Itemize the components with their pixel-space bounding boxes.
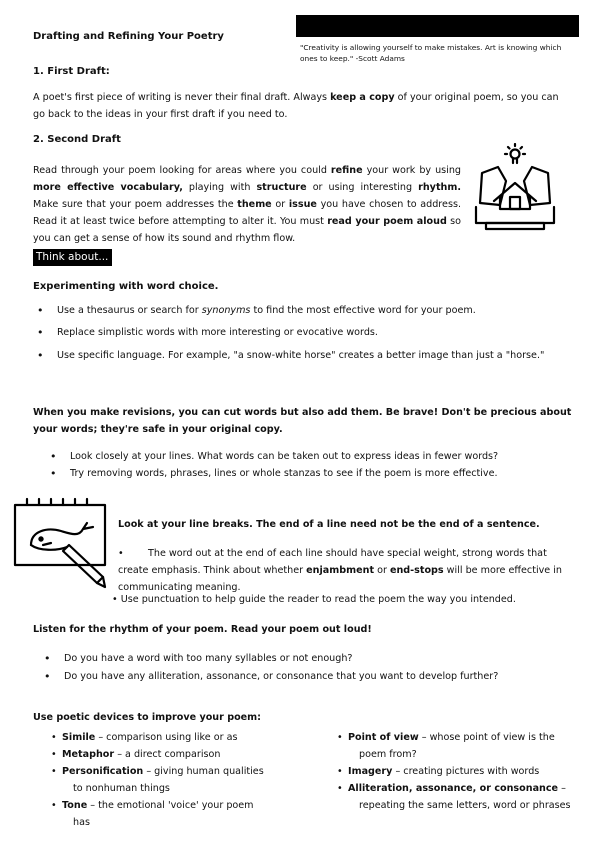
list-item: • Use specific language. For example, "a snow-white horse" creates a better image than just a "horse."	[57, 344, 577, 368]
list-item: • Imagery – creating pictures with words	[348, 763, 573, 780]
devices-heading: Use poetic devices to improve your poem:	[33, 712, 262, 723]
revisions-heading: When you make revisions, you can cut words but also add them. Be brave! Don't be precious about your words; they're safe in your original copy.	[33, 407, 572, 435]
list-item: • Alliteration, assonance, or consonance – repeating the same letters, word or phrases	[348, 780, 573, 814]
line-breaks-item-2: • Use punctuation to help guide the reader to read the poem the way you intended.	[112, 594, 516, 605]
line-breaks-text: • The word out at the end of each line should have special weight, strong words that create emphasis. Think about whether enjambment or end-stops will be more effective in communicating meaning.	[118, 548, 563, 593]
list-item: • Metaphor – a direct comparison	[62, 746, 297, 763]
list-item: • Try removing words, phrases, lines or whole stanzas to see if the poem is more effective.	[70, 465, 580, 482]
first-draft-heading: 1. First Draft:	[33, 66, 110, 77]
quote-bar	[296, 15, 579, 37]
list-item: • Tone – the emotional 'voice' your poem has	[62, 797, 297, 831]
first-draft-text: A poet's first piece of writing is never their final draft. Always keep a copy of your original poem, so you can go back to the ideas in your first draft if you need to.	[33, 92, 559, 120]
list-item: • Point of view – whose point of view is the poem from?	[348, 729, 573, 763]
second-draft-text: Read through your poem looking for areas where you could refine your work by using more effective vocabulary, playing with structure or using interesting rhythm. Make sure that your poem addresses the theme or issue you have chosen to address. Read it at least twice before attempting to alter it. You must read your poem aloud so you can get a sense of how its sound and rhythm flow.	[33, 165, 462, 244]
page-title: Drafting and Refining Your Poetry	[33, 31, 224, 42]
list-item: • Do you have any alliteration, assonance, or consonance that you want to develop further?	[64, 668, 574, 686]
devices-left-list	[62, 729, 297, 831]
list-item: • Personification – giving human qualities to nonhuman things	[62, 763, 297, 797]
lightbulb-hands-icon	[470, 143, 560, 231]
list-item: • Use a thesaurus or search for synonyms to find the most effective word for your poem.	[57, 300, 577, 322]
revisions-list	[70, 448, 580, 482]
devices-right-list	[348, 729, 573, 814]
think-about-label: Think about...	[33, 249, 112, 266]
second-draft-heading: 2. Second Draft	[33, 134, 121, 145]
word-choice-heading: Experimenting with word choice.	[33, 281, 219, 292]
rhythm-list	[64, 650, 574, 686]
line-breaks-heading: Look at your line breaks. The end of a line need not be the end of a sentence.	[118, 519, 540, 530]
list-item: • Replace simplistic words with more interesting or evocative words.	[57, 322, 577, 344]
word-choice-list	[57, 300, 577, 368]
quote: "Creativity is allowing yourself to make mistakes. Art is knowing which ones to keep." -Scott Adams	[300, 43, 562, 63]
list-item: • Do you have a word with too many syllables or not enough?	[64, 650, 574, 668]
list-item: • Look closely at your lines. What words can be taken out to express ideas in fewer words?	[70, 448, 580, 465]
whale-drawing-icon	[13, 497, 109, 589]
list-item: • Simile – comparison using like or as	[62, 729, 297, 746]
rhythm-heading: Listen for the rhythm of your poem. Read your poem out loud!	[33, 624, 372, 635]
